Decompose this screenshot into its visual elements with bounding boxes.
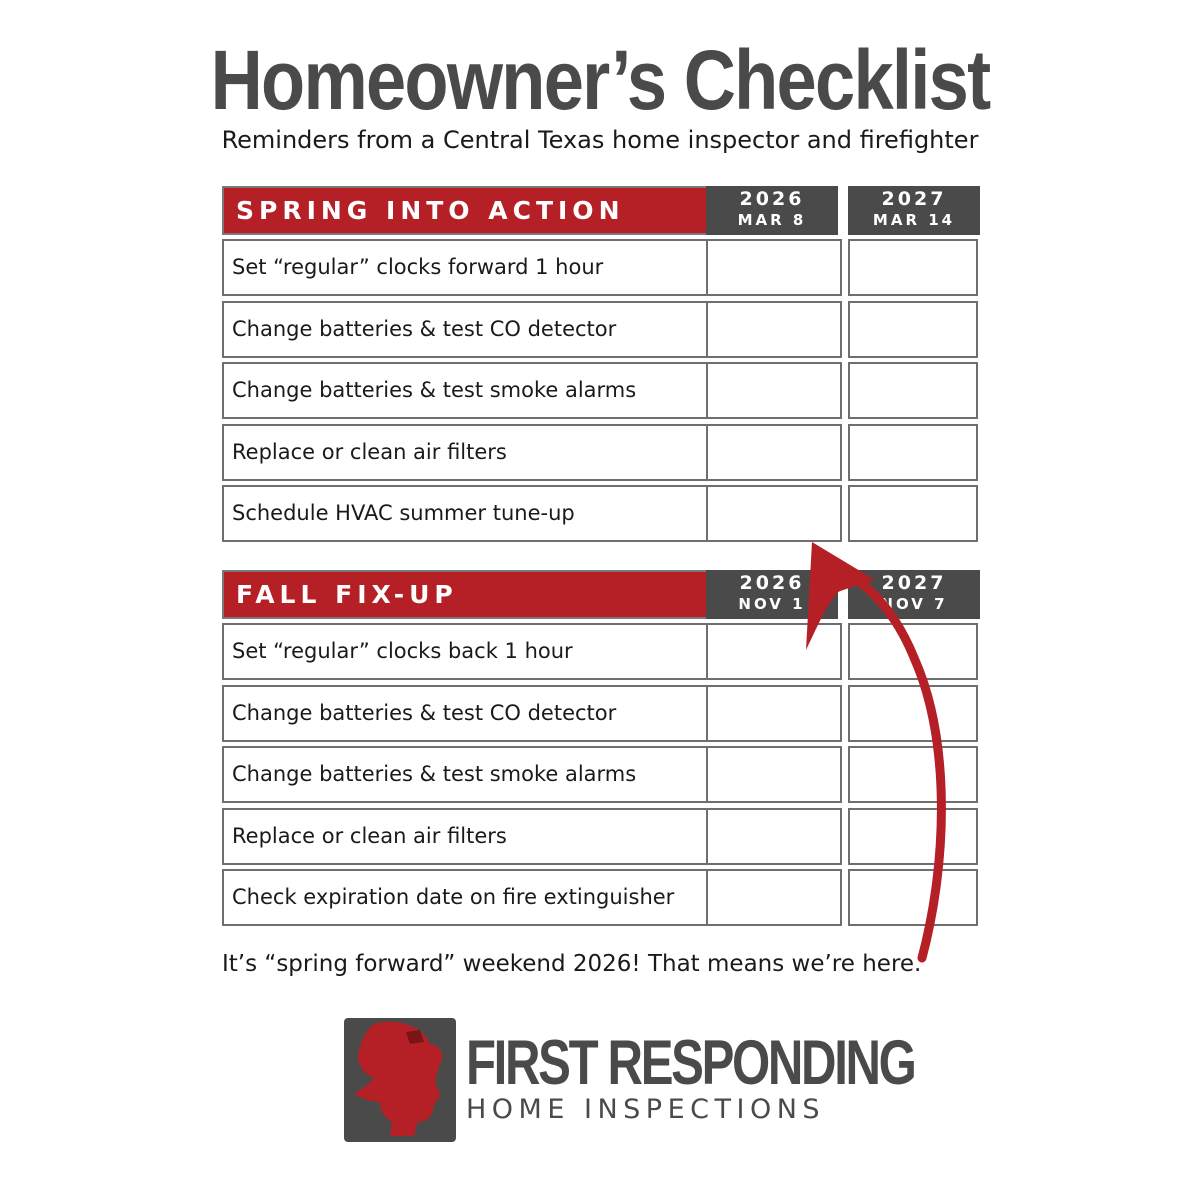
spring-section-title: SPRING INTO ACTION	[222, 186, 712, 235]
year-label: 2026	[739, 572, 805, 594]
task-label: Change batteries & test smoke alarms	[222, 746, 710, 803]
task-label: Replace or clean air filters	[222, 424, 710, 481]
fall-task-list	[222, 623, 978, 926]
task-label: Change batteries & test smoke alarms	[222, 362, 710, 419]
firefighter-silhouette-icon	[344, 1018, 456, 1142]
checklist-row	[222, 808, 978, 865]
task-label: Schedule HVAC summer tune-up	[222, 485, 710, 542]
spring-year-2027-header	[848, 186, 980, 235]
checkbox-2027[interactable]	[848, 239, 978, 296]
date-label: MAR 14	[872, 211, 956, 229]
checklist-row	[222, 869, 978, 926]
task-label: Change batteries & test CO detector	[222, 301, 710, 358]
task-label: Check expiration date on fire extinguisher	[222, 869, 710, 926]
spring-year-2026-header	[706, 186, 838, 235]
fall-checklist	[222, 570, 978, 931]
fall-year-2026-header	[706, 570, 838, 619]
logo-name: FIRST RESPONDING	[466, 1028, 915, 1098]
fall-year-2027-header	[848, 570, 980, 619]
checkbox-2027[interactable]	[848, 424, 978, 481]
date-label: NOV 7	[880, 595, 948, 613]
checkbox-2027[interactable]	[848, 362, 978, 419]
date-label: NOV 1	[738, 595, 806, 613]
checkbox-2026[interactable]	[706, 362, 842, 419]
checkbox-2026[interactable]	[706, 746, 842, 803]
spring-header-row	[222, 186, 978, 235]
checklist-row	[222, 362, 978, 419]
fall-section-title: FALL FIX-UP	[222, 570, 712, 619]
task-label: Change batteries & test CO detector	[222, 685, 710, 742]
task-label: Set “regular” clocks forward 1 hour	[222, 239, 710, 296]
checkbox-2027[interactable]	[848, 485, 978, 542]
checklist-row	[222, 424, 978, 481]
checkbox-2027[interactable]	[848, 808, 978, 865]
checklist-row	[222, 239, 978, 296]
checkbox-2026[interactable]	[706, 485, 842, 542]
checkbox-2027[interactable]	[848, 746, 978, 803]
checkbox-2026[interactable]	[706, 623, 842, 680]
checkbox-2027[interactable]	[848, 623, 978, 680]
page-subtitle: Reminders from a Central Texas home inspector and firefighter	[221, 126, 979, 154]
checkbox-2026[interactable]	[706, 685, 842, 742]
task-label: Set “regular” clocks back 1 hour	[222, 623, 710, 680]
checklist-row	[222, 746, 978, 803]
checklist-row	[222, 623, 978, 680]
year-label: 2027	[881, 188, 947, 210]
fall-header-row	[222, 570, 978, 619]
checkbox-2026[interactable]	[706, 424, 842, 481]
year-label: 2026	[739, 188, 805, 210]
checkbox-2027[interactable]	[848, 301, 978, 358]
logo-subtitle: HOME INSPECTIONS	[466, 1094, 826, 1125]
checkbox-2026[interactable]	[706, 239, 842, 296]
checklist-row	[222, 685, 978, 742]
annotation-note: It’s “spring forward” weekend 2026! That means we’re here.	[222, 951, 922, 977]
spring-checklist	[222, 186, 978, 547]
task-label: Replace or clean air filters	[222, 808, 710, 865]
checkbox-2027[interactable]	[848, 869, 978, 926]
page-title: Homeowner’s Checklist	[210, 33, 990, 127]
checklist-row	[222, 301, 978, 358]
spring-task-list	[222, 239, 978, 542]
year-label: 2027	[881, 572, 947, 594]
checkbox-2027[interactable]	[848, 685, 978, 742]
checkbox-2026[interactable]	[706, 869, 842, 926]
checkbox-2026[interactable]	[706, 301, 842, 358]
checkbox-2026[interactable]	[706, 808, 842, 865]
checklist-row	[222, 485, 978, 542]
date-label: MAR 8	[737, 211, 807, 229]
